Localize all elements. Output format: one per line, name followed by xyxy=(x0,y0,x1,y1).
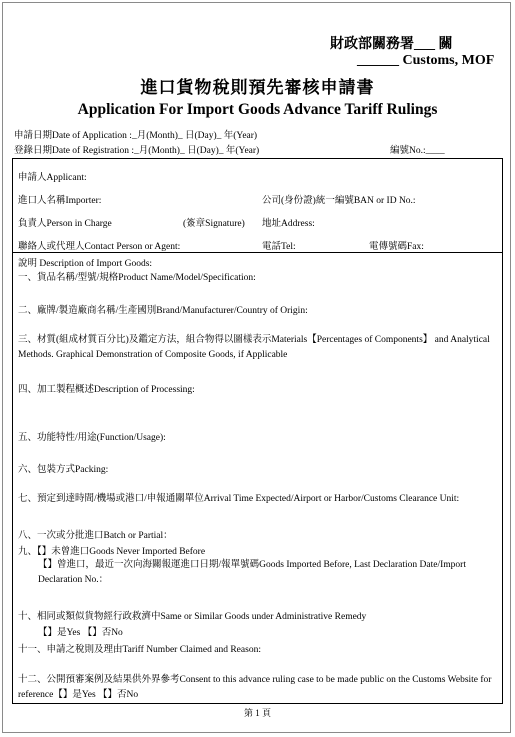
address-field[interactable]: 地址Address: xyxy=(262,219,315,229)
item-function-usage[interactable]: 五、功能特性/用途(Function/Usage): xyxy=(18,433,166,443)
item-materials[interactable] xyxy=(18,333,493,363)
item-processing[interactable]: 四、加工製程概述Description of Processing: xyxy=(18,385,195,395)
agency-line-2: ______ Customs, MOF xyxy=(357,53,495,68)
item-public-consent-text: 十二、公開預審案例及結果供外界參考Consent to this advance ruling case to be made public on the Customs Website for reference【】是Yes 【】否No xyxy=(18,675,492,700)
title-english: Application For Import Goods Advance Tariff Rulings xyxy=(77,101,438,118)
item-materials-text: 三、材質(組成材質百分比)及鑑定方法，組合物得以圖樣表示Materials【Percentages of Components】 and Analytical Methods. Graphical Demonstration of Composite Goods, if Applicable xyxy=(18,335,490,360)
contact-field[interactable]: 聯絡人或代理人Contact Person or Agent: xyxy=(18,242,181,252)
serial-number: 編號No.:____ xyxy=(390,146,445,156)
date-of-registration: 登錄日期Date of Registration :_月(Month)_ 日(Day)_ 年(Year) xyxy=(14,146,260,156)
item-arrival[interactable] xyxy=(18,492,493,507)
item-imported-before[interactable] xyxy=(18,558,493,588)
section-divider xyxy=(12,252,503,253)
fax-field[interactable]: 電傳號碼Fax: xyxy=(369,242,424,252)
person-in-charge-field[interactable]: 負責人Person in Charge xyxy=(18,219,112,229)
tel-field[interactable]: 電話Tel: xyxy=(262,242,296,252)
item-tariff-number[interactable]: 十一、申請之稅則及理由Tariff Number Claimed and Reason: xyxy=(18,645,261,655)
item-batch-partial[interactable]: 八、一次或分批進口Batch or Partial： xyxy=(18,531,173,541)
item-brand-origin[interactable]: 二、廠牌/製造廠商名稱/生產國別Brand/Manufacturer/Country of Origin: xyxy=(18,306,308,316)
description-heading: 說明 Description of Import Goods: xyxy=(18,259,153,269)
signature-label: (簽章Signature) xyxy=(183,219,245,229)
item-admin-remedy: 十、相同或類似貨物經行政救濟中Same or Similar Goods under Administrative Remedy xyxy=(18,612,367,622)
item-arrival-text: 七、預定到達時間/機場或港口/申報通關單位Arrival Time Expected/Airport or Harbor/Customs Clearance Unit: xyxy=(18,494,460,504)
ban-field[interactable]: 公司(身份證)統一編號BAN or ID No.: xyxy=(262,196,416,206)
importer-field[interactable]: 進口人名稱Importer: xyxy=(18,196,102,206)
page-number: 第 1 頁 xyxy=(243,708,271,718)
agency-line-1: 財政部關務署___ 關 xyxy=(330,37,453,52)
applicant-label: 申請人Applicant: xyxy=(18,173,87,183)
item-product-name[interactable]: 一、貨品名稱/型號/規格Product Name/Model/Specification: xyxy=(18,273,256,283)
item-never-imported[interactable]: 九、【】未曾進口Goods Never Imported Before xyxy=(18,547,206,557)
item-public-consent[interactable] xyxy=(18,673,493,703)
title-chinese: 進口貨物稅則預先審核申請書 xyxy=(140,78,375,97)
date-of-application: 申請日期Date of Application :_月(Month)_ 日(Day)_ 年(Year) xyxy=(14,131,258,141)
admin-remedy-options[interactable]: 【】是Yes 【】否No xyxy=(38,628,123,638)
item-imported-before-text: 【】曾進口，最近一次向海關報運進口日期/報單號碼Goods Imported Before, Last Declaration Date/Import Declaration No.： xyxy=(38,560,466,585)
item-packing[interactable]: 六、包裝方式Packing: xyxy=(18,465,109,475)
